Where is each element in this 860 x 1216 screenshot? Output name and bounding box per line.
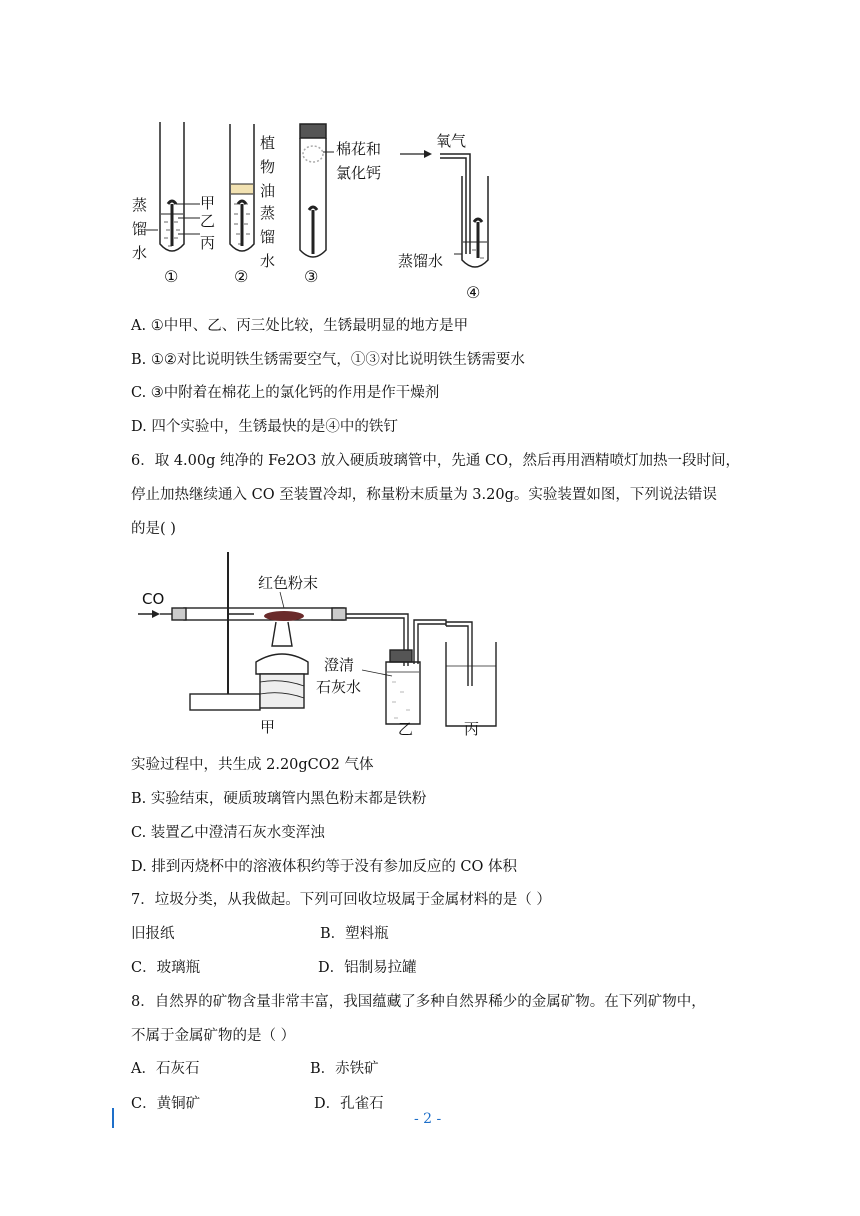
q6-stem-line-2: 停止加热继续通入 CO 至装置冷却，称量粉末质量为 3.20g。实验装置如图，下列说法错误 [131,487,717,503]
q7-option-b: B．塑料瓶 [320,926,389,942]
label-yi: 乙 [200,212,216,230]
label-zhiwuyou-3: 油 [260,182,276,200]
label-bing: 丙 [200,234,216,252]
test-tube-1 [146,122,200,251]
rusting-experiment-figure [128,118,518,302]
label-jia: 甲 [200,194,216,212]
tube-number-1: ① [164,267,179,286]
test-tube-3 [300,124,334,257]
tube-number-2: ② [234,267,249,286]
label-apparatus-jia: 甲 [260,718,276,736]
q5-option-c: C. ③中附着在棉花上的氯化钙的作用是作干燥剂 [131,385,440,401]
label-zhengliushui-4: 蒸馏水 [398,252,444,270]
label-mianhua-2: 氯化钙 [336,164,382,182]
q5-option-b: B. ①②对比说明铁生锈需要空气，①③对比说明铁生锈需要水 [131,352,525,368]
label-red-powder: 红色粉末 [258,574,319,592]
q8-option-a: A．石灰石 [131,1061,200,1077]
label-apparatus-bing: 丙 [464,720,480,738]
q5-option-d: D. 四个实验中，生锈最快的是④中的铁钉 [131,419,398,435]
label-zhengliushui-mid-3: 水 [260,252,276,270]
q8-option-c: C．黄铜矿 [131,1096,201,1112]
q8-stem-line-1: 8．自然界的矿物含量非常丰富，我国蕴藏了多种自然界稀少的金属矿物。在下列矿物中， [131,994,706,1010]
page-number: - 2 - [414,1111,442,1127]
label-apparatus-yi: 乙 [398,720,414,738]
q6-option-d: D. 排到丙烧杯中的溶液体积约等于没有参加反应的 CO 体积 [131,859,518,875]
test-tube-2 [230,124,254,251]
label-zhengliushui-mid-1: 蒸 [260,204,276,222]
q6-stem-line-1: 6．取 4.00g 纯净的 Fe2O3 放入硬质玻璃管中，先通 CO，然后再用酒精喷灯加热一段时间， [131,453,741,469]
q5-option-a: A. ①中甲、乙、丙三处比较，生锈最明显的地方是甲 [131,318,469,334]
label-co: CO [142,590,165,608]
q8-option-d: D．孔雀石 [314,1096,384,1112]
test-tube-4 [400,150,488,267]
margin-bar [112,1108,114,1128]
label-zhengliushui-mid-2: 馏 [260,228,276,246]
label-zhengliushui-1: 蒸 [132,196,148,214]
q6-stem-line-3: 的是( ) [131,521,176,537]
q7-option-d: D．铝制易拉罐 [318,960,417,976]
label-zhiwuyou-1: 植 [260,134,276,152]
label-limewater-2: 石灰水 [316,678,362,696]
q7-stem: 7．垃圾分类，从我做起。下列可回收垃圾属于金属材料的是（ ） [131,892,551,908]
q8-option-b: B．赤铁矿 [310,1061,379,1077]
tube-number-4: ④ [466,283,481,302]
label-zhiwuyou-2: 物 [260,158,276,176]
q6-option-c: C. 装置乙中澄清石灰水变浑浊 [131,825,325,841]
q6-option-b: B. 实验结束，硬质玻璃管内黑色粉末都是铁粉 [131,791,427,807]
label-zhengliushui-3: 水 [132,244,148,262]
co-reduction-apparatus-figure [136,546,516,740]
label-limewater-1: 澄清 [324,656,355,674]
q6-option-a: 实验过程中，共生成 2.20gCO2 气体 [131,757,374,773]
q7-option-a: 旧报纸 [131,926,175,942]
q7-option-c: C．玻璃瓶 [131,960,201,976]
label-mianhua-1: 棉花和 [336,140,382,158]
label-yangqi: 氧气 [436,132,467,150]
tube-number-3: ③ [304,267,319,286]
q8-stem-line-2: 不属于金属矿物的是（ ） [131,1028,296,1044]
label-zhengliushui-2: 馏 [132,220,148,238]
